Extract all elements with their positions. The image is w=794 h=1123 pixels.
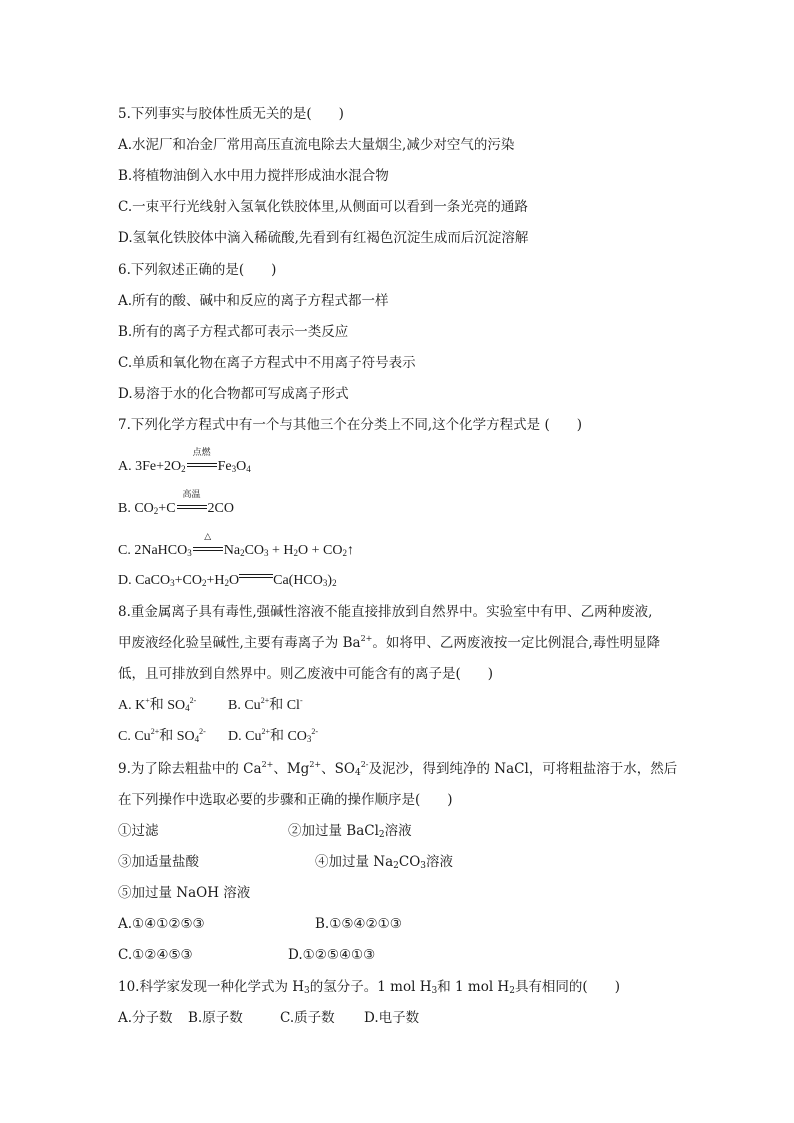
q9-step-4: ④加过量 $Na_2CO_3$溶液 xyxy=(315,854,454,871)
q5-option-d[interactable]: D.氢氧化铁胶体中滴入稀硫酸,先看到有红褐色沉淀生成而后沉淀溶解 xyxy=(118,230,529,246)
q6-option-c[interactable]: C.单质和氧化物在离子方程式中不用离子符号表示 xyxy=(118,355,416,371)
q9-option-b[interactable]: B.①⑤④②①③ xyxy=(315,916,402,932)
q10-option-a[interactable]: A.分子数 xyxy=(118,1010,173,1026)
q6-option-a[interactable]: A.所有的酸、碱中和反应的离子方程式都一样 xyxy=(118,293,389,309)
q7-option-b[interactable]: B. $CO_2+C$ 高温 2CO xyxy=(118,490,234,516)
q9-option-a[interactable]: A.①④①②⑤③ xyxy=(118,916,205,932)
q7-stem: 7.下列化学方程式中有一个与其他三个在分类上不同,这个化学方程式是 ( ) xyxy=(118,417,582,433)
q10-option-b[interactable]: B.原子数 xyxy=(188,1010,243,1026)
q9-step-5: ⑤加过量 NaOH 溶液 xyxy=(118,885,251,901)
q8-stem-line3: 低，且可排放到自然界中。则乙废液中可能含有的离子是( ) xyxy=(118,666,494,682)
q9-stem-line2: 在下列操作中选取必要的步骤和正确的操作顺序是( ) xyxy=(118,792,453,808)
q10-option-c[interactable]: C.质子数 xyxy=(280,1010,335,1026)
q6-stem: 6.下列叙述正确的是( ) xyxy=(118,262,277,278)
q8-option-c[interactable]: C. $Cu^{2+}$和 $SO_4^{2-}$ xyxy=(118,727,206,744)
q6-option-b[interactable]: B.所有的离子方程式都可表示一类反应 xyxy=(118,324,349,340)
q7-option-c[interactable]: C. 2NaHCO$_3$ △ $Na_2CO_3 + H_2O$ + $CO_2↑$ xyxy=(118,532,354,558)
q7-option-d[interactable]: D. $CaCO_3+CO_2+H_2O$ $Ca(HCO_3)_2$ xyxy=(118,573,337,588)
q8-option-d[interactable]: D. $Cu^{2+}$和 $CO_3^{2-}$ xyxy=(228,727,319,744)
q8-option-b[interactable]: B. $Cu^{2+}$和 Cl- xyxy=(228,696,303,713)
q8-stem-line2: 甲废液经化验呈碱性,主要有毒离子为 $Ba^{2+}$。如将甲、乙两废液按一定比例混合,毒性明显降 xyxy=(118,634,661,651)
q9-step-3: ③加适量盐酸 xyxy=(118,854,199,870)
q9-step-1: ①过滤 xyxy=(118,823,159,839)
reaction-arrow: △ xyxy=(193,541,223,555)
q6-option-d[interactable]: D.易溶于水的化合物都可写成离子形式 xyxy=(118,386,349,402)
q7-option-a[interactable]: A. $3Fe+2O_2$ 点燃 $Fe_3O_4$ xyxy=(118,448,251,474)
reaction-arrow: 点燃 xyxy=(187,457,217,471)
equals-sign xyxy=(239,572,273,582)
reaction-arrow: 高温 xyxy=(177,499,207,513)
q9-option-d[interactable]: D.①②⑤④①③ xyxy=(288,947,376,963)
q9-stem-line1: 9.为了除去粗盐中的 $Ca^{2+}$、$Mg^{2+}$、$SO_4^{2-}$及泥沙，得到纯净的 NaCl，可将粗盐溶于水，然后 xyxy=(118,760,678,778)
q5-option-c[interactable]: C.一束平行光线射入氢氧化铁胶体里,从侧面可以看到一条光亮的通路 xyxy=(118,199,528,215)
q10-stem: 10.科学家发现一种化学式为 $H_3$的氢分子。1 mol $H_3$和 1 mol $H_2$具有相同的( ) xyxy=(118,979,620,996)
q8-option-a[interactable]: A. K+和 $SO_4^{2-}$ xyxy=(118,696,197,713)
q5-option-b[interactable]: B.将植物油倒入水中用力搅拌形成油水混合物 xyxy=(118,168,389,184)
q10-option-d[interactable]: D.电子数 xyxy=(364,1010,420,1026)
q5-option-a[interactable]: A.水泥厂和冶金厂常用高压直流电除去大量烟尘,减少对空气的污染 xyxy=(118,137,515,153)
q9-step-2: ②加过量 BaCl$_2$溶液 xyxy=(288,823,412,840)
q5-stem: 5.下列事实与胶体性质无关的是( ) xyxy=(118,106,344,122)
q8-stem-line1: 8.重金属离子具有毒性,强碱性溶液不能直接排放到自然界中。实验室中有甲、乙两种废液, xyxy=(118,604,653,620)
q9-option-c[interactable]: C.①②④⑤③ xyxy=(118,947,193,963)
